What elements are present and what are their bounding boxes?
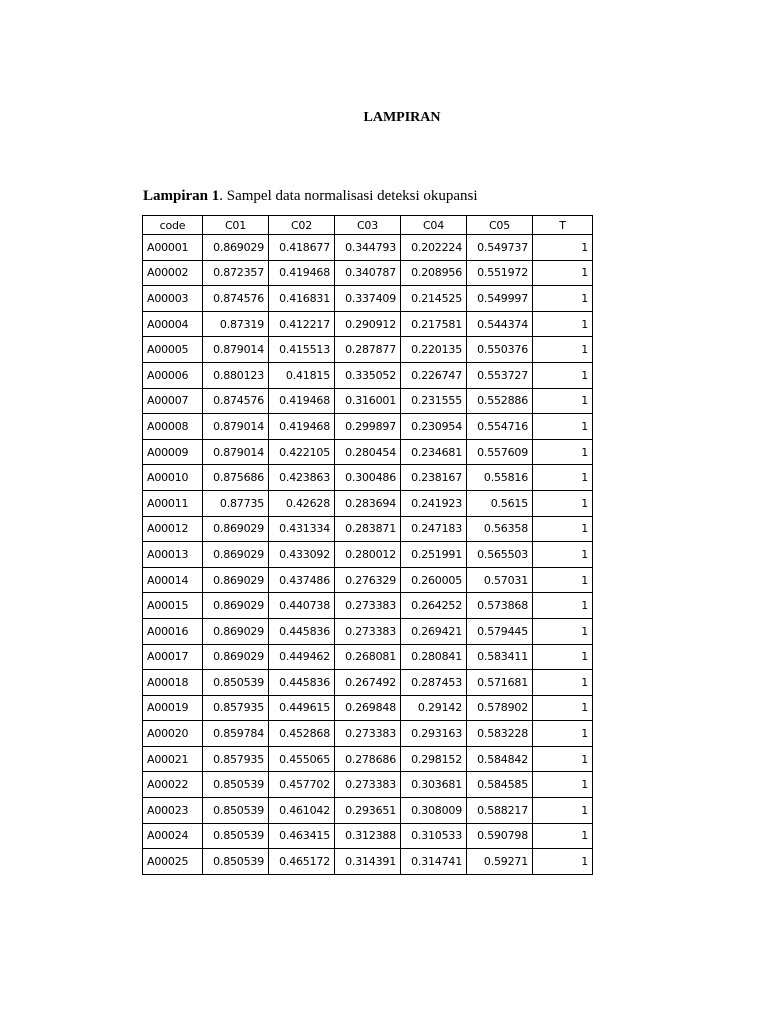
c04-cell: 0.298152 bbox=[401, 746, 467, 772]
table-row bbox=[143, 823, 593, 849]
c05-cell: 0.573868 bbox=[467, 593, 533, 619]
t-cell: 1 bbox=[533, 695, 593, 721]
table-row bbox=[143, 670, 593, 696]
c01-cell: 0.879014 bbox=[203, 439, 269, 465]
c01-cell: 0.850539 bbox=[203, 670, 269, 696]
c04-cell: 0.214525 bbox=[401, 286, 467, 312]
code-cell: A00015 bbox=[143, 593, 203, 619]
c04-cell: 0.231555 bbox=[401, 388, 467, 414]
t-cell: 1 bbox=[533, 772, 593, 798]
code-cell: A00014 bbox=[143, 567, 203, 593]
t-cell: 1 bbox=[533, 286, 593, 312]
c01-cell: 0.869029 bbox=[203, 567, 269, 593]
c02-cell: 0.423863 bbox=[269, 465, 335, 491]
table-row bbox=[143, 235, 593, 261]
c03-cell: 0.314391 bbox=[335, 849, 401, 875]
table-row bbox=[143, 772, 593, 798]
table-row bbox=[143, 337, 593, 363]
c04-cell: 0.220135 bbox=[401, 337, 467, 363]
table-row bbox=[143, 414, 593, 440]
c02-cell: 0.445836 bbox=[269, 618, 335, 644]
table-row bbox=[143, 542, 593, 568]
code-cell: A00013 bbox=[143, 542, 203, 568]
c04-cell: 0.260005 bbox=[401, 567, 467, 593]
c01-cell: 0.859784 bbox=[203, 721, 269, 747]
t-cell: 1 bbox=[533, 439, 593, 465]
c04-cell: 0.310533 bbox=[401, 823, 467, 849]
c01-cell: 0.869029 bbox=[203, 516, 269, 542]
header-c01: C01 bbox=[203, 216, 269, 235]
c03-cell: 0.267492 bbox=[335, 670, 401, 696]
table-row bbox=[143, 362, 593, 388]
c05-cell: 0.590798 bbox=[467, 823, 533, 849]
c02-cell: 0.431334 bbox=[269, 516, 335, 542]
c05-cell: 0.57031 bbox=[467, 567, 533, 593]
table-row bbox=[143, 260, 593, 286]
c02-cell: 0.433092 bbox=[269, 542, 335, 568]
c01-cell: 0.869029 bbox=[203, 542, 269, 568]
t-cell: 1 bbox=[533, 849, 593, 875]
c01-cell: 0.87735 bbox=[203, 490, 269, 516]
table-row bbox=[143, 644, 593, 670]
header-c04: C04 bbox=[401, 216, 467, 235]
c03-cell: 0.287877 bbox=[335, 337, 401, 363]
t-cell: 1 bbox=[533, 644, 593, 670]
c03-cell: 0.337409 bbox=[335, 286, 401, 312]
c05-cell: 0.557609 bbox=[467, 439, 533, 465]
c02-cell: 0.440738 bbox=[269, 593, 335, 619]
t-cell: 1 bbox=[533, 823, 593, 849]
table-row bbox=[143, 465, 593, 491]
table-row bbox=[143, 516, 593, 542]
c03-cell: 0.269848 bbox=[335, 695, 401, 721]
c05-cell: 0.583228 bbox=[467, 721, 533, 747]
c05-cell: 0.549737 bbox=[467, 235, 533, 261]
caption-label: Lampiran 1 bbox=[143, 188, 220, 204]
c04-cell: 0.308009 bbox=[401, 798, 467, 824]
code-cell: A00017 bbox=[143, 644, 203, 670]
c02-cell: 0.449615 bbox=[269, 695, 335, 721]
table-row bbox=[143, 721, 593, 747]
c04-cell: 0.303681 bbox=[401, 772, 467, 798]
table-row bbox=[143, 490, 593, 516]
c02-cell: 0.437486 bbox=[269, 567, 335, 593]
c05-cell: 0.588217 bbox=[467, 798, 533, 824]
c01-cell: 0.874576 bbox=[203, 388, 269, 414]
code-cell: A00010 bbox=[143, 465, 203, 491]
c04-cell: 0.314741 bbox=[401, 849, 467, 875]
c02-cell: 0.41815 bbox=[269, 362, 335, 388]
code-cell: A00007 bbox=[143, 388, 203, 414]
c04-cell: 0.293163 bbox=[401, 721, 467, 747]
t-cell: 1 bbox=[533, 414, 593, 440]
table-body bbox=[143, 235, 593, 875]
c02-cell: 0.419468 bbox=[269, 260, 335, 286]
table-row bbox=[143, 593, 593, 619]
code-cell: A00001 bbox=[143, 235, 203, 261]
c01-cell: 0.850539 bbox=[203, 798, 269, 824]
c02-cell: 0.455065 bbox=[269, 746, 335, 772]
c05-cell: 0.552886 bbox=[467, 388, 533, 414]
c01-cell: 0.857935 bbox=[203, 695, 269, 721]
header-c03: C03 bbox=[335, 216, 401, 235]
c01-cell: 0.850539 bbox=[203, 772, 269, 798]
c05-cell: 0.5615 bbox=[467, 490, 533, 516]
c05-cell: 0.579445 bbox=[467, 618, 533, 644]
c01-cell: 0.875686 bbox=[203, 465, 269, 491]
t-cell: 1 bbox=[533, 490, 593, 516]
table-row bbox=[143, 849, 593, 875]
c03-cell: 0.283694 bbox=[335, 490, 401, 516]
code-cell: A00009 bbox=[143, 439, 203, 465]
c01-cell: 0.874576 bbox=[203, 286, 269, 312]
c02-cell: 0.452868 bbox=[269, 721, 335, 747]
c01-cell: 0.869029 bbox=[203, 644, 269, 670]
t-cell: 1 bbox=[533, 235, 593, 261]
c02-cell: 0.465172 bbox=[269, 849, 335, 875]
table-row bbox=[143, 388, 593, 414]
c04-cell: 0.287453 bbox=[401, 670, 467, 696]
t-cell: 1 bbox=[533, 746, 593, 772]
c04-cell: 0.251991 bbox=[401, 542, 467, 568]
c05-cell: 0.59271 bbox=[467, 849, 533, 875]
c02-cell: 0.457702 bbox=[269, 772, 335, 798]
t-cell: 1 bbox=[533, 618, 593, 644]
c04-cell: 0.29142 bbox=[401, 695, 467, 721]
c05-cell: 0.544374 bbox=[467, 311, 533, 337]
c04-cell: 0.269421 bbox=[401, 618, 467, 644]
c03-cell: 0.280012 bbox=[335, 542, 401, 568]
t-cell: 1 bbox=[533, 567, 593, 593]
code-cell: A00011 bbox=[143, 490, 203, 516]
code-cell: A00019 bbox=[143, 695, 203, 721]
code-cell: A00008 bbox=[143, 414, 203, 440]
c05-cell: 0.549997 bbox=[467, 286, 533, 312]
c05-cell: 0.551972 bbox=[467, 260, 533, 286]
t-cell: 1 bbox=[533, 721, 593, 747]
t-cell: 1 bbox=[533, 465, 593, 491]
c01-cell: 0.87319 bbox=[203, 311, 269, 337]
c04-cell: 0.234681 bbox=[401, 439, 467, 465]
caption-text: . Sampel data normalisasi deteksi okupansi bbox=[219, 188, 478, 204]
code-cell: A00012 bbox=[143, 516, 203, 542]
c03-cell: 0.316001 bbox=[335, 388, 401, 414]
table-caption bbox=[143, 188, 478, 205]
table-row bbox=[143, 618, 593, 644]
header-c05: C05 bbox=[467, 216, 533, 235]
c02-cell: 0.445836 bbox=[269, 670, 335, 696]
c04-cell: 0.241923 bbox=[401, 490, 467, 516]
c05-cell: 0.553727 bbox=[467, 362, 533, 388]
c04-cell: 0.238167 bbox=[401, 465, 467, 491]
table-row bbox=[143, 798, 593, 824]
c03-cell: 0.273383 bbox=[335, 772, 401, 798]
c01-cell: 0.872357 bbox=[203, 260, 269, 286]
c03-cell: 0.335052 bbox=[335, 362, 401, 388]
c02-cell: 0.449462 bbox=[269, 644, 335, 670]
t-cell: 1 bbox=[533, 311, 593, 337]
c05-cell: 0.550376 bbox=[467, 337, 533, 363]
c01-cell: 0.869029 bbox=[203, 618, 269, 644]
c05-cell: 0.583411 bbox=[467, 644, 533, 670]
c03-cell: 0.340787 bbox=[335, 260, 401, 286]
c04-cell: 0.217581 bbox=[401, 311, 467, 337]
c05-cell: 0.578902 bbox=[467, 695, 533, 721]
c02-cell: 0.463415 bbox=[269, 823, 335, 849]
c03-cell: 0.293651 bbox=[335, 798, 401, 824]
c03-cell: 0.344793 bbox=[335, 235, 401, 261]
code-cell: A00002 bbox=[143, 260, 203, 286]
t-cell: 1 bbox=[533, 337, 593, 363]
c03-cell: 0.273383 bbox=[335, 618, 401, 644]
table-row bbox=[143, 746, 593, 772]
c01-cell: 0.879014 bbox=[203, 414, 269, 440]
c04-cell: 0.226747 bbox=[401, 362, 467, 388]
c05-cell: 0.554716 bbox=[467, 414, 533, 440]
code-cell: A00022 bbox=[143, 772, 203, 798]
c03-cell: 0.268081 bbox=[335, 644, 401, 670]
c03-cell: 0.273383 bbox=[335, 721, 401, 747]
c03-cell: 0.273383 bbox=[335, 593, 401, 619]
c04-cell: 0.230954 bbox=[401, 414, 467, 440]
c04-cell: 0.280841 bbox=[401, 644, 467, 670]
c03-cell: 0.280454 bbox=[335, 439, 401, 465]
c05-cell: 0.584842 bbox=[467, 746, 533, 772]
t-cell: 1 bbox=[533, 516, 593, 542]
code-cell: A00004 bbox=[143, 311, 203, 337]
c03-cell: 0.299897 bbox=[335, 414, 401, 440]
c02-cell: 0.419468 bbox=[269, 388, 335, 414]
code-cell: A00005 bbox=[143, 337, 203, 363]
table-row bbox=[143, 439, 593, 465]
c03-cell: 0.300486 bbox=[335, 465, 401, 491]
code-cell: A00018 bbox=[143, 670, 203, 696]
table-row bbox=[143, 695, 593, 721]
c02-cell: 0.42628 bbox=[269, 490, 335, 516]
c03-cell: 0.283871 bbox=[335, 516, 401, 542]
table-row bbox=[143, 567, 593, 593]
page-title: LAMPIRAN bbox=[363, 110, 441, 125]
code-cell: A00016 bbox=[143, 618, 203, 644]
c05-cell: 0.571681 bbox=[467, 670, 533, 696]
c02-cell: 0.416831 bbox=[269, 286, 335, 312]
c03-cell: 0.278686 bbox=[335, 746, 401, 772]
c01-cell: 0.857935 bbox=[203, 746, 269, 772]
c02-cell: 0.412217 bbox=[269, 311, 335, 337]
c03-cell: 0.312388 bbox=[335, 823, 401, 849]
code-cell: A00021 bbox=[143, 746, 203, 772]
c02-cell: 0.422105 bbox=[269, 439, 335, 465]
code-cell: A00003 bbox=[143, 286, 203, 312]
c01-cell: 0.880123 bbox=[203, 362, 269, 388]
c01-cell: 0.850539 bbox=[203, 849, 269, 875]
code-cell: A00006 bbox=[143, 362, 203, 388]
code-cell: A00025 bbox=[143, 849, 203, 875]
t-cell: 1 bbox=[533, 388, 593, 414]
c05-cell: 0.565503 bbox=[467, 542, 533, 568]
header-t: T bbox=[533, 216, 593, 235]
c01-cell: 0.879014 bbox=[203, 337, 269, 363]
t-cell: 1 bbox=[533, 670, 593, 696]
code-cell: A00020 bbox=[143, 721, 203, 747]
c04-cell: 0.208956 bbox=[401, 260, 467, 286]
c05-cell: 0.55816 bbox=[467, 465, 533, 491]
data-table bbox=[142, 215, 593, 875]
c02-cell: 0.419468 bbox=[269, 414, 335, 440]
c04-cell: 0.202224 bbox=[401, 235, 467, 261]
c05-cell: 0.56358 bbox=[467, 516, 533, 542]
header-c02: C02 bbox=[269, 216, 335, 235]
table-row bbox=[143, 311, 593, 337]
t-cell: 1 bbox=[533, 798, 593, 824]
table-header-row bbox=[143, 216, 593, 235]
t-cell: 1 bbox=[533, 260, 593, 286]
c01-cell: 0.850539 bbox=[203, 823, 269, 849]
code-cell: A00024 bbox=[143, 823, 203, 849]
c03-cell: 0.276329 bbox=[335, 567, 401, 593]
c04-cell: 0.264252 bbox=[401, 593, 467, 619]
c02-cell: 0.418677 bbox=[269, 235, 335, 261]
c02-cell: 0.415513 bbox=[269, 337, 335, 363]
t-cell: 1 bbox=[533, 542, 593, 568]
t-cell: 1 bbox=[533, 362, 593, 388]
c04-cell: 0.247183 bbox=[401, 516, 467, 542]
header-code: code bbox=[143, 216, 203, 235]
t-cell: 1 bbox=[533, 593, 593, 619]
code-cell: A00023 bbox=[143, 798, 203, 824]
c03-cell: 0.290912 bbox=[335, 311, 401, 337]
c02-cell: 0.461042 bbox=[269, 798, 335, 824]
c01-cell: 0.869029 bbox=[203, 235, 269, 261]
table-row bbox=[143, 286, 593, 312]
c01-cell: 0.869029 bbox=[203, 593, 269, 619]
c05-cell: 0.584585 bbox=[467, 772, 533, 798]
